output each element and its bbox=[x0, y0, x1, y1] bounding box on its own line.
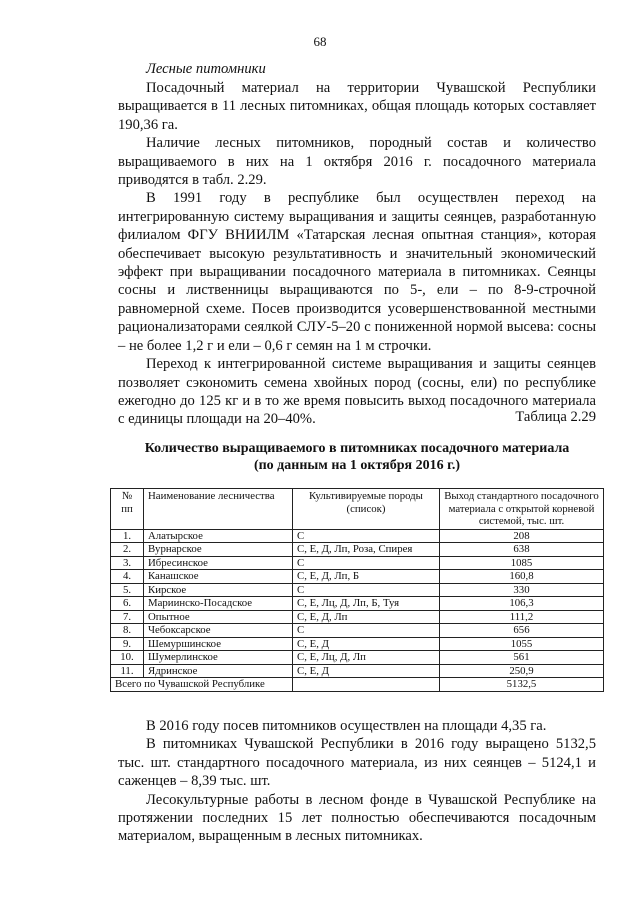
table-label: Таблица 2.29 bbox=[515, 409, 596, 425]
cell-num: 11. bbox=[111, 664, 144, 678]
table-row bbox=[111, 543, 604, 557]
cell-output: 561 bbox=[440, 651, 604, 665]
total-output: 5132,5 bbox=[440, 678, 604, 692]
table-title-line: (по данным на 1 октября 2016 г.) bbox=[253, 458, 461, 473]
table-row bbox=[111, 556, 604, 570]
table-row bbox=[111, 610, 604, 624]
table-row bbox=[111, 664, 604, 678]
body-text-bottom bbox=[118, 717, 596, 846]
cell-name: Мариинско-Посадское bbox=[144, 597, 293, 611]
paragraph: В 2016 году посев питомников осуществлен на площади 4,35 га. bbox=[146, 718, 547, 734]
cell-num: 4. bbox=[111, 570, 144, 584]
table-row bbox=[111, 583, 604, 597]
header-output: Выход стандартного посадочного материала с открытой корневой системой, тыс. шт. bbox=[440, 489, 604, 530]
cell-output: 656 bbox=[440, 624, 604, 638]
table-row bbox=[111, 597, 604, 611]
cell-species: С, Е, Д, Лп bbox=[293, 610, 440, 624]
header-num: № пп bbox=[111, 489, 144, 530]
cell-name: Ибресинское bbox=[144, 556, 293, 570]
cell-species: С, Е, Д bbox=[293, 637, 440, 651]
table-header-row bbox=[111, 489, 604, 530]
header-species: Культивируемые породы (список) bbox=[293, 489, 440, 530]
section-heading: Лесные питомники bbox=[146, 61, 266, 77]
total-species bbox=[293, 678, 440, 692]
cell-species: С bbox=[293, 556, 440, 570]
cell-num: 5. bbox=[111, 583, 144, 597]
cell-name: Шемуршинское bbox=[144, 637, 293, 651]
cell-name: Канашское bbox=[144, 570, 293, 584]
cell-species: С bbox=[293, 583, 440, 597]
cell-species: С, Е, Д, Лп, Роза, Спирея bbox=[293, 543, 440, 557]
cell-species: С, Е, Д, Лп, Б bbox=[293, 570, 440, 584]
cell-output: 160,8 bbox=[440, 570, 604, 584]
cell-name: Вурнарское bbox=[144, 543, 293, 557]
total-label: Всего по Чувашской Республике bbox=[111, 678, 293, 692]
table-title bbox=[118, 440, 596, 474]
nursery-table bbox=[110, 488, 604, 692]
cell-species: С, Е, Лц, Д, Лп bbox=[293, 651, 440, 665]
cell-num: 1. bbox=[111, 529, 144, 543]
page-number: 68 bbox=[313, 34, 327, 49]
cell-num: 3. bbox=[111, 556, 144, 570]
table-title-line: Количество выращиваемого в питомниках посадочного материала bbox=[144, 441, 570, 456]
cell-name: Опытное bbox=[144, 610, 293, 624]
paragraph: Переход к интегрированной системе выращивания и защиты сеянцев позволяет сэкономить семена хвойных пород (сосны, ели) по республике ежегодно до 125 кг и в то же время повысить выход посадочного материала с единицы площади на 20–40%. bbox=[118, 356, 596, 428]
cell-name: Алатырское bbox=[144, 529, 293, 543]
cell-output: 330 bbox=[440, 583, 604, 597]
cell-output: 1085 bbox=[440, 556, 604, 570]
cell-num: 7. bbox=[111, 610, 144, 624]
cell-species: С, Е, Лц, Д, Лп, Б, Туя bbox=[293, 597, 440, 611]
cell-output: 638 bbox=[440, 543, 604, 557]
cell-name: Шумерлинское bbox=[144, 651, 293, 665]
paragraph: Лесокультурные работы в лесном фонде в Чувашской Республике на протяжении последних 15 лет полностью обеспечиваются посадочным материалом, выращенным в лесных питомниках. bbox=[118, 791, 596, 845]
cell-num: 8. bbox=[111, 624, 144, 638]
cell-num: 9. bbox=[111, 637, 144, 651]
cell-name: Кирское bbox=[144, 583, 293, 597]
cell-output: 1055 bbox=[440, 637, 604, 651]
cell-output: 106,3 bbox=[440, 597, 604, 611]
cell-name: Ядринское bbox=[144, 664, 293, 678]
cell-output: 250,9 bbox=[440, 664, 604, 678]
cell-name: Чебоксарское bbox=[144, 624, 293, 638]
paragraph: В питомниках Чувашской Республики в 2016 году выращено 5132,5 тыс. шт. стандартного посадочного материала, из них сеянцев – 5124,1 и саженцев – 8,39 тыс. шт. bbox=[118, 736, 596, 790]
cell-output: 208 bbox=[440, 529, 604, 543]
paragraph: Посадочный материал на территории Чувашской Республики выращивается в 11 лесных питомниках, общая площадь которых составляет 190,36 га. bbox=[118, 80, 596, 133]
cell-num: 6. bbox=[111, 597, 144, 611]
table-body bbox=[111, 529, 604, 691]
paragraph: Наличие лесных питомников, породный состав и количество выращиваемого в них на 1 октября 2016 г. посадочного материала приводятся в табл. 2.29. bbox=[118, 135, 596, 189]
paragraph: В 1991 году в республике был осуществлен переход на интегрированную систему выращивания и защиты сеянцев, разработанную филиалом ФГУ ВНИИЛМ «Татарская лесная опытная станция», которая обеспечивает высокую результативность и значительный экономический эффект при выращивании посадочного материала в питомниках. Сеянцы сосны и лиственницы выращиваются по 5-, ели – по 8-9-строчной равномерной схеме. Посев производится усовершенствованной местными рационализаторами сеялкой СЛУ-5–20 с пониженной нормой высева: сосны – не более 1,2 г и ели – 0,6 г семян на 1 м строчки. bbox=[118, 190, 596, 354]
cell-species: С bbox=[293, 624, 440, 638]
body-text-top bbox=[118, 79, 596, 429]
cell-num: 10. bbox=[111, 651, 144, 665]
table-row bbox=[111, 651, 604, 665]
cell-species: С, Е, Д bbox=[293, 664, 440, 678]
cell-num: 2. bbox=[111, 543, 144, 557]
table-row bbox=[111, 529, 604, 543]
cell-species: С bbox=[293, 529, 440, 543]
header-name: Наименование лесничества bbox=[144, 489, 293, 530]
cell-output: 111,2 bbox=[440, 610, 604, 624]
table-row bbox=[111, 570, 604, 584]
table-row bbox=[111, 637, 604, 651]
table-row bbox=[111, 624, 604, 638]
table-total-row bbox=[111, 678, 604, 692]
